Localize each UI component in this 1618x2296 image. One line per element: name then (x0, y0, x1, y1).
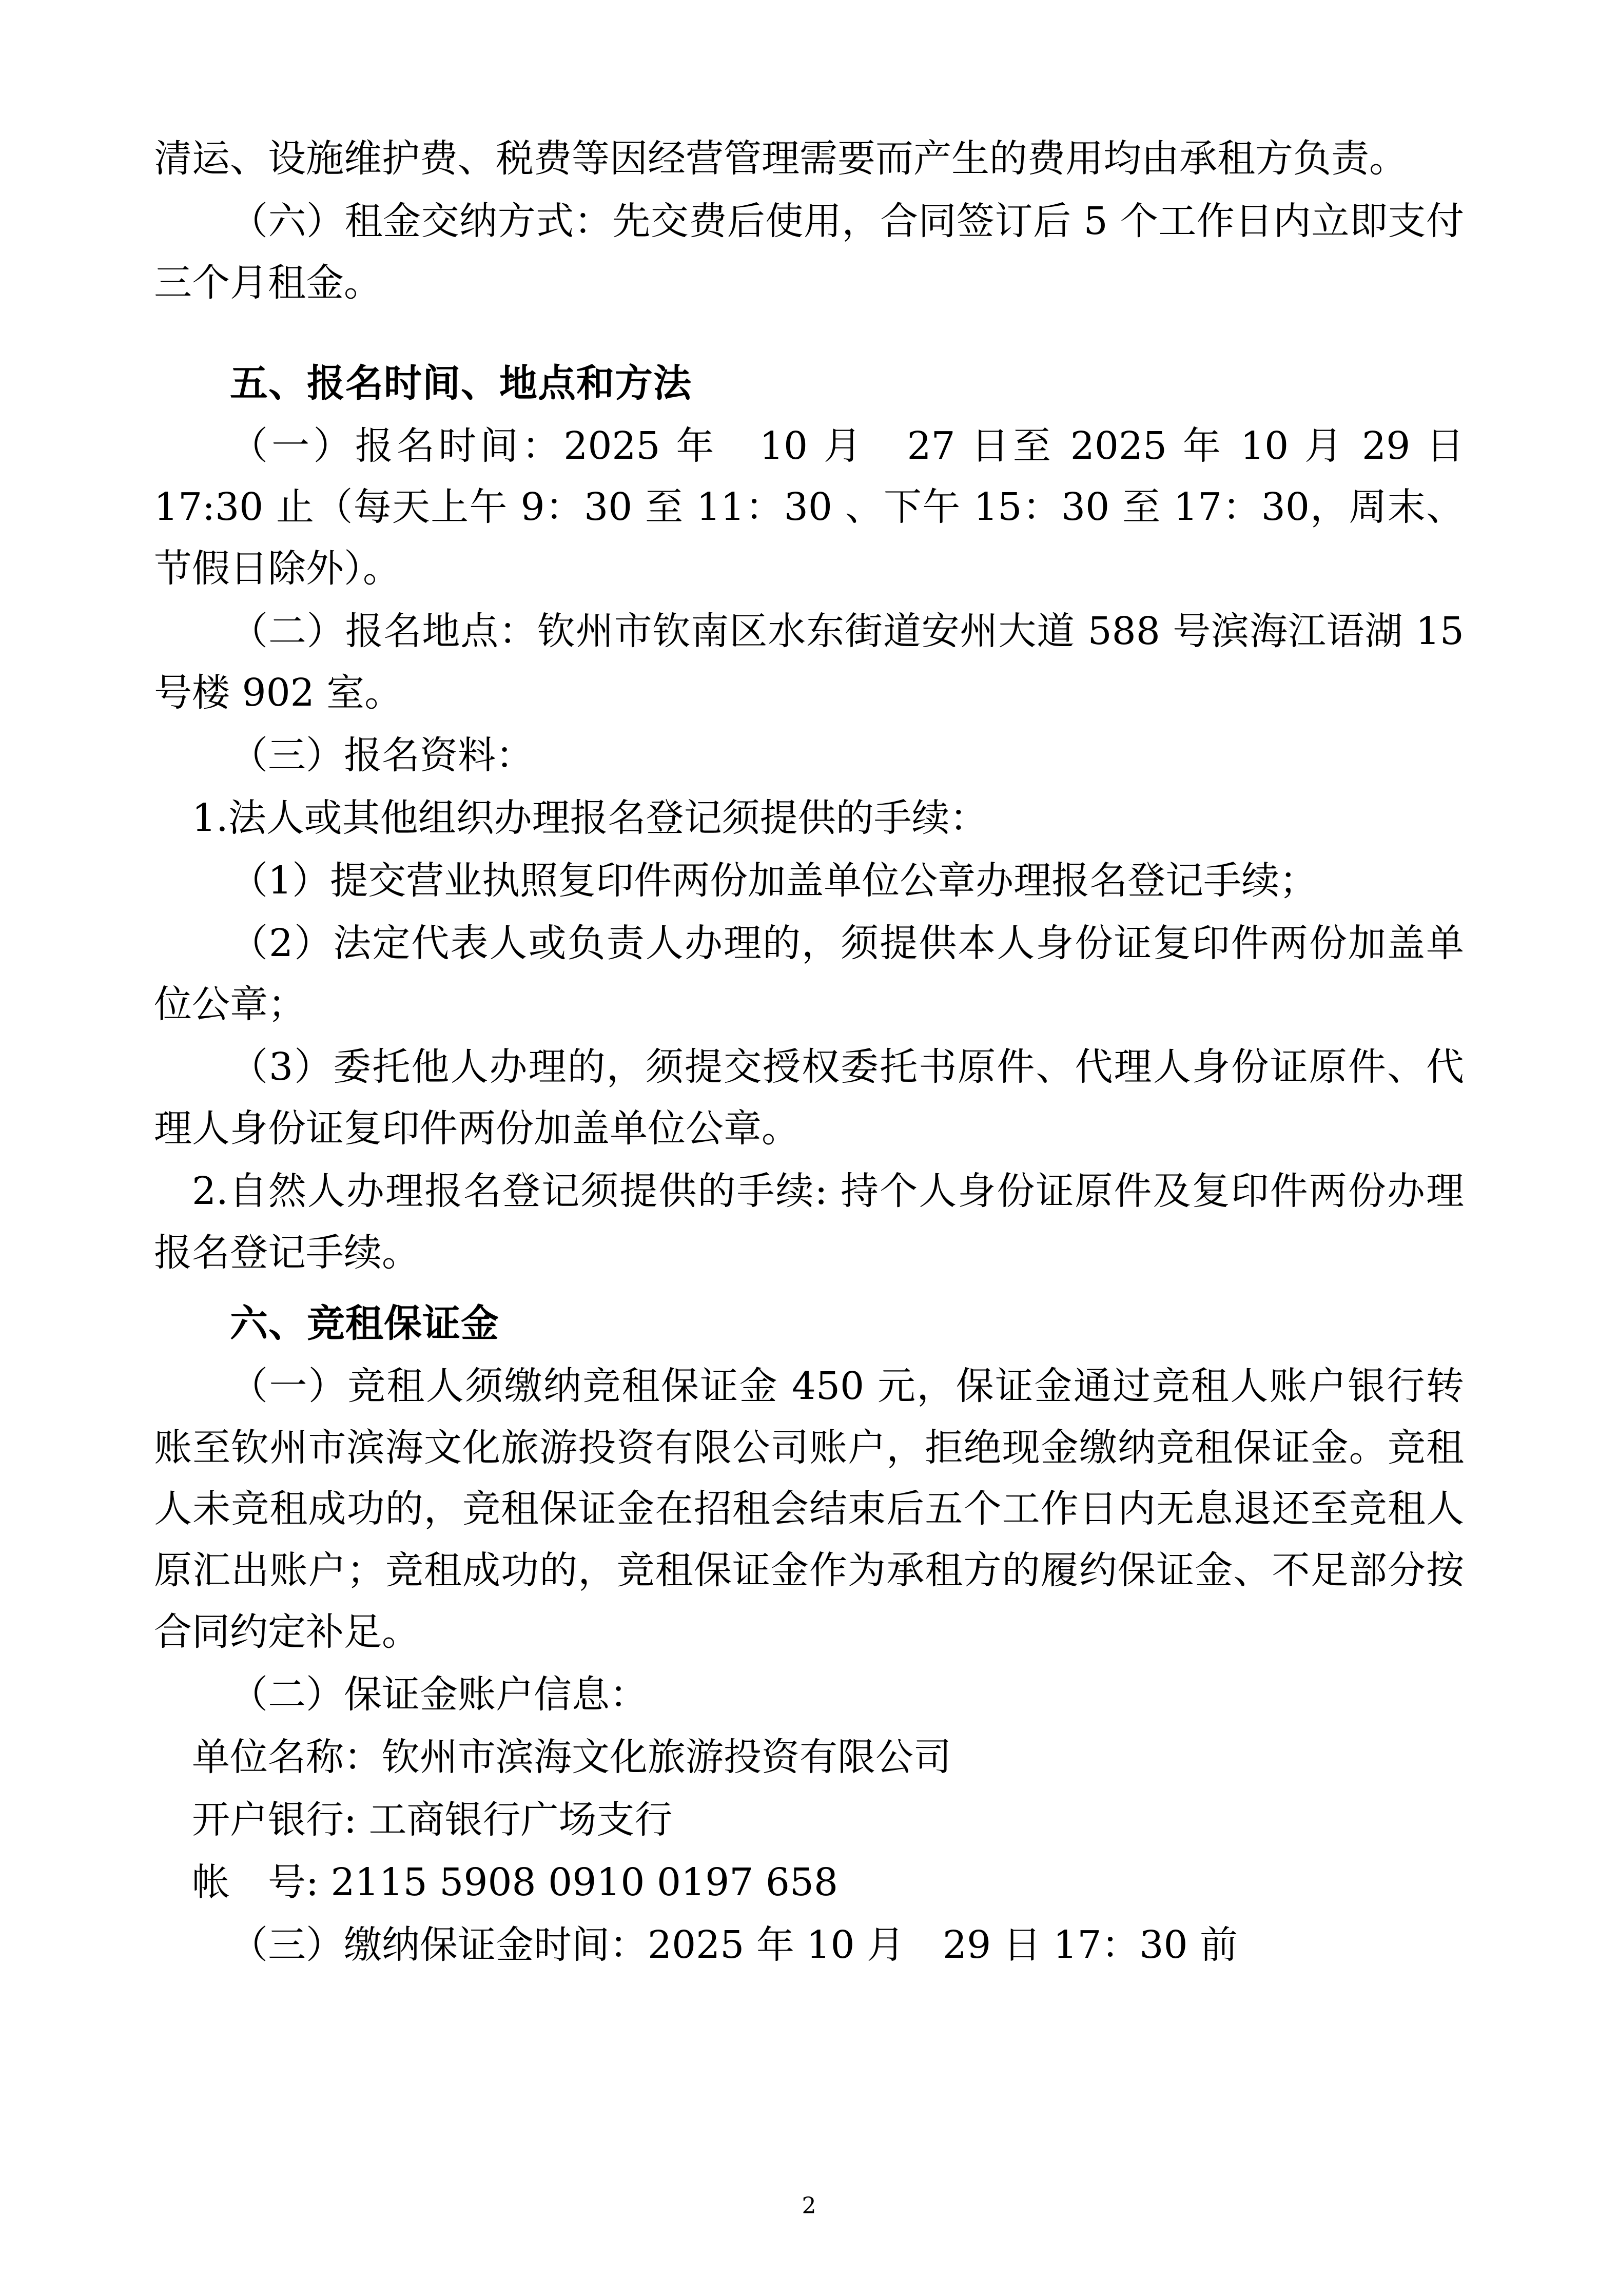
paragraph-natural-person-requirements: 2.自然人办理报名登记须提供的手续: 持个人身份证原件及复印件两份办理报名登记手续。 (154, 1169, 1464, 1275)
paragraph-deposit-account-info: （二）保证金账户信息： (230, 1672, 648, 1717)
paragraph-item-1-business-license: （1）提交营业执照复印件两份加盖单位公章办理报名登记手续； (230, 858, 1318, 903)
paragraph-account-company-name: 单位名称：钦州市滨海文化旅游投资有限公司 (192, 1735, 951, 1779)
heading-section-five: 五、报名时间、地点和方法 (230, 361, 692, 405)
paragraph-item-2-legal-representative: （2）法定代表人或负责人办理的，须提供本人身份证复印件两份加盖单位公章； (154, 921, 1464, 1027)
heading-section-six: 六、竞租保证金 (230, 1301, 499, 1346)
paragraph-rent-payment-method: （六）租金交纳方式：先交费后使用，合同签订后 5 个工作日内立即支付三个月租金。 (154, 199, 1464, 305)
paragraph-registration-materials: （三）报名资料： (230, 733, 534, 777)
paragraph-account-bank: 开户银行: 工商银行广场支行 (192, 1797, 673, 1842)
paragraph-registration-place: （二）报名地点：钦州市钦南区水东街道安州大道 588 号滨海江语湖 15 号楼 902 室。 (154, 609, 1464, 715)
paragraph-deposit-rules: （一）竞租人须缴纳竞租保证金 450 元，保证金通过竞租人账户银行转账至钦州市滨海文化旅游投资有限公司账户，拒绝现金缴纳竞租保证金。竞租人未竞租成功的，竞租保证金在招租会结束后五个工作日内无息退还至竞租人原汇出账户；竞租成功的，竞租保证金作为承租方的履约保证金、不足部分按合同约定补足。 (154, 1364, 1464, 1655)
paragraph-continuation-fees: 清运、设施维护费、税费等因经营管理需要而产生的费用均由承租方负责。 (154, 137, 1407, 181)
paragraph-registration-time: （一）报名时间：2025 年 10 月 27 日至 2025 年 10 月 29 日 17:30 止（每天上午 9：30 至 11：30 、下午 15：30 至 17：30，周末、节假日除外）。 (154, 423, 1464, 591)
paragraph-account-number: 帐 号: 2115 5908 0910 0197 658 (192, 1860, 839, 1904)
section-spacer (154, 315, 1464, 344)
page-number: 2 (802, 2193, 816, 2219)
paragraph-item-3-authorized-agent: （3）委托他人办理的，须提交授权委托书原件、代理人身份证原件、代理人身份证复印件两份加盖单位公章。 (154, 1045, 1464, 1151)
paragraph-legal-person-requirements: 1.法人或其他组织办理报名登记须提供的手续： (192, 795, 988, 840)
document-body (154, 128, 1464, 1976)
paragraph-deposit-deadline: （三）缴纳保证金时间：2025 年 10 月 29 日 17：30 前 (230, 1922, 1238, 1967)
